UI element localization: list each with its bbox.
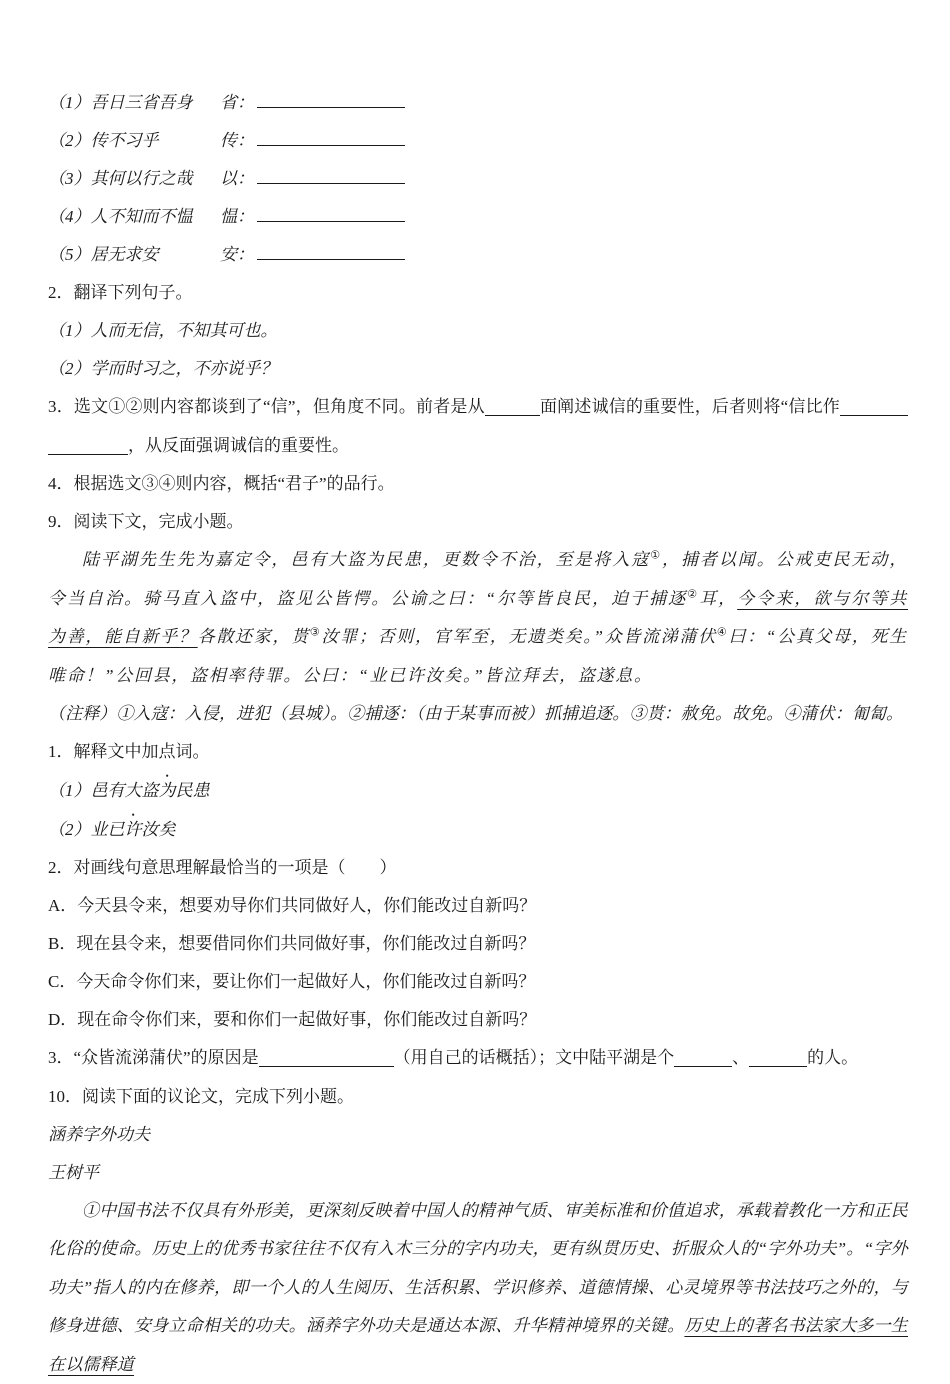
answer-blank — [257, 92, 405, 108]
q2-sentence-2: （2）学而时习之，不亦说乎？ — [48, 350, 908, 388]
dotted-word-item-2 — [48, 810, 908, 849]
sub3-part-4: 的人。 — [807, 1048, 858, 1067]
fill-blank — [749, 1051, 807, 1067]
essay-paragraph-1 — [48, 1192, 908, 1384]
passage-seg-2: ，捕者以闻。公戒吏民无动，令当自治。骑马直入盗中，盗见公皆愕。公谕之曰：“尔等皆良民，迫于捕逐 — [48, 550, 908, 608]
q9-sub2-title: 2．对画线句意思理解最恰当的一项是（ ） — [48, 849, 908, 887]
dotted-word-item-1 — [48, 771, 908, 810]
q2-title: 2．翻译下列句子。 — [48, 274, 908, 312]
answer-blank — [257, 244, 405, 260]
phrase-label: （1）吾日三省吾身 — [48, 84, 220, 122]
emphasized-word: 为 — [159, 781, 176, 800]
emphasized-word: 许 — [125, 820, 142, 839]
item-suffix: 民患 — [176, 781, 210, 800]
q9-sub3-line — [48, 1039, 908, 1078]
q10-title: 10．阅读下面的议论文，完成下列小题。 — [48, 1078, 908, 1116]
essay-seg-1: ①中国书法不仅具有外形美，更深刻反映着中国人的精神气质、审美标准和价值追求，承载着教化一方和正民化俗的使命。历史上的优秀书家往往不仅有入木三分的字内功夫，更有纵贯历史、折服众人的“字外功夫”。“字外功夫”指人的内在修养，即一个人的人生阅历、生活积累、学识修养、道德情操、心灵境界等书法技巧之外的，与修身进德、安身立命相关的功夫。涵养字外功夫是通达本源、升华精神境界的关键。 — [48, 1201, 908, 1336]
q3-part-3: ，从反面强调诚信的重要性。 — [128, 436, 349, 455]
word-explanation-row — [48, 236, 908, 274]
sub3-part-1: 3．“众皆流涕蒲伏”的原因是 — [48, 1048, 259, 1067]
item-suffix: 汝矣 — [142, 820, 176, 839]
q3-part-1: 3．选文①②则内容都谈到了“信”，但角度不同。前者是从 — [48, 397, 485, 416]
essay-author: 王树平 — [48, 1154, 908, 1192]
target-word-label: 省： — [220, 84, 254, 122]
target-word-label: 愠： — [220, 198, 254, 236]
footnote-marker-2: ② — [687, 588, 699, 600]
option-a: A．今天县令来，想要劝导你们共同做好人，你们能改过自新吗？ — [48, 887, 908, 925]
classical-passage — [48, 541, 908, 695]
underlined-sentence: 今令来，欲与尔等共为善，能自新乎？ — [48, 589, 908, 647]
passage-seg-4: 各散还家，贳 — [198, 627, 310, 646]
answer-blank — [257, 168, 405, 184]
word-explanation-row — [48, 122, 908, 160]
phrase-label: （5）居无求安 — [48, 236, 220, 274]
q9-sub1-title: 1．解释文中加点词。 — [48, 733, 908, 771]
passage-seg-5: 汝罪；否则，官军至，无遗类矣。”众皆流涕蒲伏 — [321, 627, 716, 646]
q4-title: 4．根据选文③④则内容，概括“君子”的品行。 — [48, 465, 908, 503]
sub3-part-3: 、 — [732, 1048, 749, 1067]
phrase-label: （4）人不知而不愠 — [48, 198, 220, 236]
footnote-marker-4: ④ — [717, 626, 729, 638]
phrase-label: （3）其何以行之哉 — [48, 160, 220, 198]
word-explanation-row — [48, 160, 908, 198]
option-c: C．今天命令你们来，要让你们一起做好人，你们能改过自新吗？ — [48, 963, 908, 1001]
passage-seg-3: 耳， — [699, 589, 737, 608]
footnote-marker-3: ③ — [310, 626, 322, 638]
target-word-label: 传： — [220, 122, 254, 160]
fill-blank — [674, 1051, 732, 1067]
passage-seg-1: 陆平湖先生先为嘉定令，邑有大盗为民患，更数令不治，至是将入寇 — [82, 550, 650, 569]
word-explanation-section — [48, 84, 908, 274]
answer-blank — [257, 130, 405, 146]
item-prefix: （1）邑有大盗 — [48, 781, 159, 800]
word-explanation-row — [48, 198, 908, 236]
phrase-label: （2）传不习乎 — [48, 122, 220, 160]
answer-blank — [257, 206, 405, 222]
sub3-part-2: （用自己的话概括）；文中陆平湖是个 — [394, 1048, 675, 1067]
q2-sentence-1: （1）人而无信，不知其可也。 — [48, 312, 908, 350]
target-word-label: 以： — [220, 160, 254, 198]
passage-seg-6: 曰：“公真父母，死生唯命！”公回县，盗相率待罪。公曰：“业已许汝矣。”皆泣拜去，盗遂息。 — [48, 627, 908, 685]
word-explanation-row — [48, 84, 908, 122]
fill-blank — [48, 439, 128, 455]
fill-blank — [840, 400, 908, 416]
essay-title: 涵养字外功夫 — [48, 1116, 908, 1154]
option-d: D．现在命令你们来，要和你们一起做好事，你们能改过自新吗？ — [48, 1001, 908, 1039]
option-b: B．现在县令来，想要借同你们共同做好事，你们能改过自新吗？ — [48, 925, 908, 963]
essay-underlined-tail: 历史上的著名书法家大多一生在以儒释道 — [48, 1316, 908, 1374]
q3-paragraph — [48, 388, 908, 465]
q3-part-2: 面阐述诚信的重要性，后者则将“信比作 — [540, 397, 840, 416]
target-word-label: 安： — [220, 236, 254, 274]
fill-blank — [259, 1051, 394, 1067]
q9-title: 9．阅读下文，完成小题。 — [48, 503, 908, 541]
fill-blank — [485, 400, 540, 416]
passage-footnotes: （注释）①入寇：入侵，进犯（县城）。②捕逐：（由于某事而被）抓捕追逐。③贳：赦免。故免。④蒲伏：匍匐。 — [48, 695, 908, 733]
footnote-marker-1: ① — [650, 549, 662, 561]
item-prefix: （2）业已 — [48, 820, 125, 839]
